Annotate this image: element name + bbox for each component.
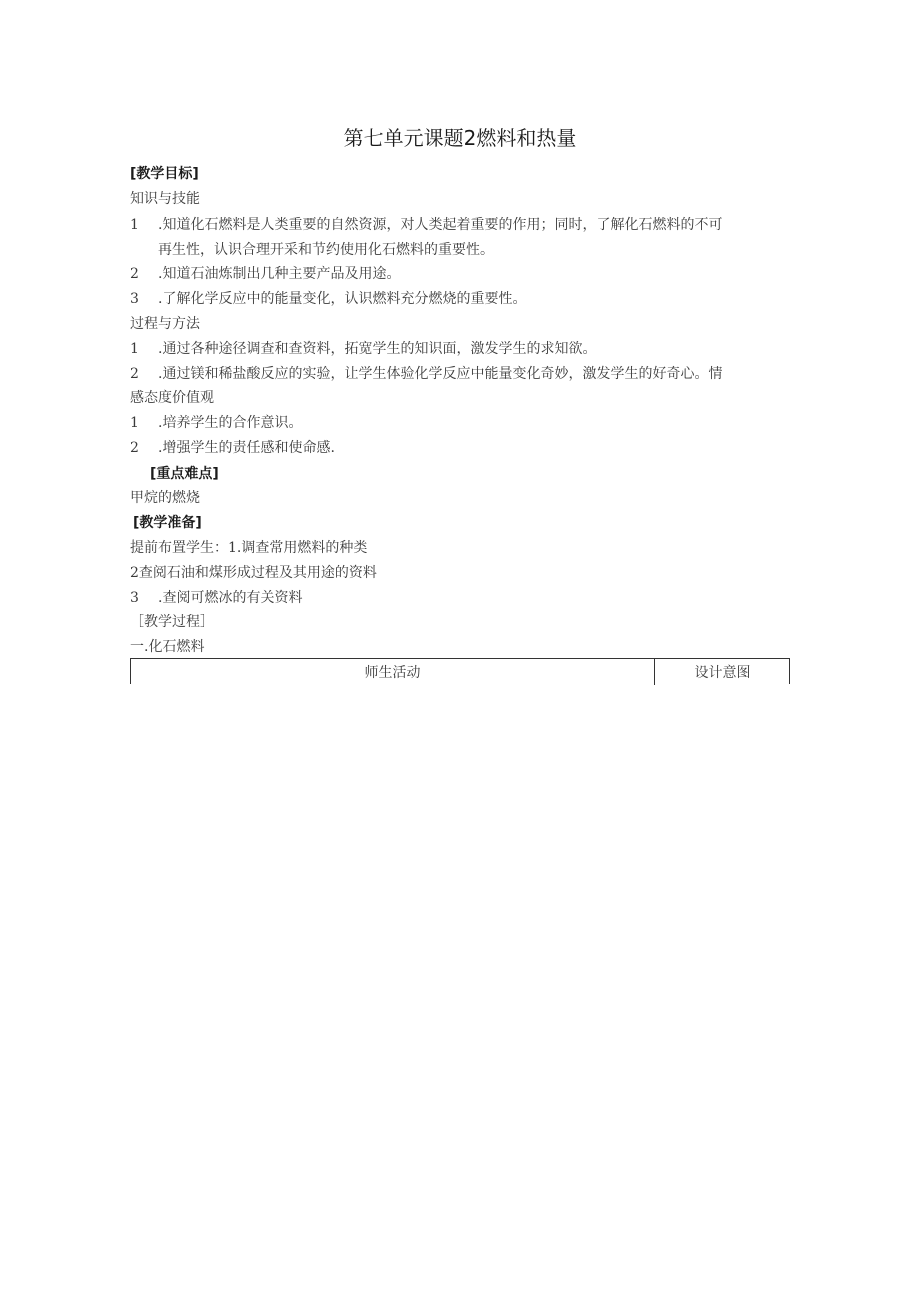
process-label: 过程与方法 [130,316,200,332]
knowledge-item-2 [130,264,400,284]
knowledge-label: 知识与技能 [130,191,200,207]
knowledge-item-1-continued: 再生性，认识合理开采和节约使用化石燃料的重要性。 [158,242,494,258]
item-text: .通过各种途径调查和查资料，拓宽学生的知识面，激发学生的求知欲。 [158,341,597,357]
attitude-label: 感态度价值观 [130,390,214,406]
attitude-item-1 [130,413,302,433]
activity-table-header [130,658,790,684]
item-number: 2 [130,440,139,456]
attitude-item-2 [130,438,335,458]
item-text: .培养学生的合作意识。 [158,415,303,431]
item-text: .知道化石燃料是人类重要的自然资源，对人类起着重要的作用；同时，了解化石燃料的不可 [158,217,723,233]
item-text: .通过镁和稀盐酸反应的实验，让学生体验化学反应中能量变化奇妙，激发学生的好奇心。情 [158,366,723,382]
column-header-design-intent: 设计意图 [694,665,751,681]
goals-heading: [教学目标] [130,166,199,182]
process-item-2 [130,364,722,384]
process-item-1 [130,339,596,359]
preparation-line-1: 提前布置学生：1.调查常用燃料的种类 [130,540,368,556]
key-points-heading: [重点难点] [150,466,219,482]
item-text: .了解化学反应中的能量变化，认识燃料充分燃烧的重要性。 [158,291,527,307]
item-number: 1 [130,217,139,233]
preparation-heading: [教学准备] [133,515,202,531]
item-number: 2 [130,266,139,282]
knowledge-item-1 [130,215,722,235]
preparation-line-2: 2查阅石油和煤形成过程及其用途的资料 [130,565,377,581]
item-number: 1 [130,415,139,431]
item-text: .知道石油炼制出几种主要产品及用途。 [158,266,401,282]
item-number: 3 [130,291,139,307]
column-header-activities: 师生活动 [131,659,655,685]
key-points-text: 甲烷的燃烧 [130,490,200,506]
page-title: 第七单元课题2燃料和热量 [343,126,577,150]
fossil-fuel-subheading: 一.化石燃料 [130,639,205,655]
item-text: .查阅可燃冰的有关资料 [158,590,303,606]
preparation-item-3 [130,588,302,608]
item-number: 2 [130,366,139,382]
teaching-process-heading: ［教学过程］ [130,614,214,630]
item-number: 3 [130,590,139,606]
item-number: 1 [130,341,139,357]
item-text: .增强学生的责任感和使命感. [158,440,335,456]
knowledge-item-3 [130,289,526,309]
